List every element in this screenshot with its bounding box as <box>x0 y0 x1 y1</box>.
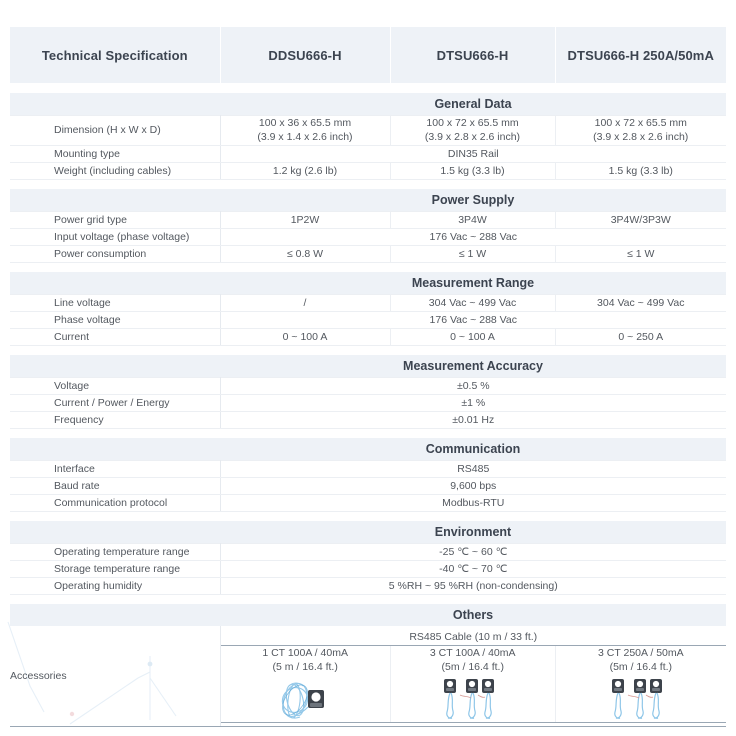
rs485-cable-row <box>221 628 727 645</box>
table-row <box>10 494 726 511</box>
table-row <box>10 162 726 179</box>
single-ct-coil-image <box>221 678 390 722</box>
row-label-accessories: Accessories <box>10 626 220 726</box>
cell-operating-temperature: -25 ℃ ~ 60 ℃ <box>220 543 726 560</box>
cell-communication-protocol: Modbus-RTU <box>220 494 726 511</box>
cell-dimension-ddsu: 100 x 36 x 65.5 mm (3.9 x 1.4 x 2.6 inch) <box>220 115 390 145</box>
section-gap <box>10 345 726 355</box>
row-label-input-voltage: Input voltage (phase voltage) <box>10 228 220 245</box>
cell-current-dtsu: 0 ~ 100 A <box>390 328 555 345</box>
row-label-mounting-type: Mounting type <box>10 145 220 162</box>
cell-weight-ddsu: 1.2 kg (2.6 lb) <box>220 162 390 179</box>
cell-interface: RS485 <box>220 460 726 477</box>
row-label-power-consumption: Power consumption <box>10 245 220 262</box>
row-label-current: Current <box>10 328 220 345</box>
table-row <box>10 294 726 311</box>
accessory-ct-spec-dtsu: 3 CT 100A / 40mA <box>429 646 516 659</box>
row-label-line-voltage: Line voltage <box>10 294 220 311</box>
cell-grid-ddsu: 1P2W <box>220 211 390 228</box>
cell-weight-dtsu250: 1.5 kg (3.3 lb) <box>555 162 726 179</box>
table-row <box>10 543 726 560</box>
table-row <box>10 115 726 145</box>
column-header-ddsu666h: DDSU666-H <box>220 27 390 83</box>
row-label-accuracy-current-power-energy: Current / Power / Energy <box>10 394 220 411</box>
cell-consumption-dtsu: ≤ 1 W <box>390 245 555 262</box>
accessories-content <box>220 626 726 726</box>
row-label-accuracy-frequency: Frequency <box>10 411 220 428</box>
cell-grid-dtsu250: 3P4W/3P3W <box>555 211 726 228</box>
cell-input-voltage: 176 Vac ~ 288 Vac <box>220 228 726 245</box>
section-header-general-data: General Data <box>10 93 726 115</box>
triple-ct-clamp-image <box>556 678 726 722</box>
row-label-weight: Weight (including cables) <box>10 162 220 179</box>
table-row <box>10 560 726 577</box>
cell-dimension-dtsu: 100 x 72 x 65.5 mm (3.9 x 2.8 x 2.6 inch) <box>390 115 555 145</box>
row-label-baud-rate: Baud rate <box>10 477 220 494</box>
cell-storage-temperature: -40 ℃ ~ 70 ℃ <box>220 560 726 577</box>
cell-rs485-cable: RS485 Cable (10 m / 33 ft.) <box>221 628 727 645</box>
accessories-ct-row <box>221 645 727 722</box>
section-gap <box>10 511 726 521</box>
cell-phase-voltage: 176 Vac ~ 288 Vac <box>220 311 726 328</box>
column-header-spec: Technical Specification <box>10 27 220 83</box>
section-header-environment: Environment <box>10 521 726 543</box>
table-row <box>10 394 726 411</box>
row-label-power-grid-type: Power grid type <box>10 211 220 228</box>
section-header-others: Others <box>10 604 726 626</box>
table-row <box>10 228 726 245</box>
cell-accuracy-current-power-energy: ±1 % <box>220 394 726 411</box>
table-row <box>10 377 726 394</box>
header-gap <box>10 83 726 93</box>
cell-line-voltage-dtsu250: 304 Vac ~ 499 Vac <box>555 294 726 311</box>
table-header-row <box>10 27 726 83</box>
triple-ct-clamp-image <box>391 678 555 722</box>
section-header-communication: Communication <box>10 438 726 460</box>
cell-current-dtsu250: 0 ~ 250 A <box>555 328 726 345</box>
row-label-communication-protocol: Communication protocol <box>10 494 220 511</box>
row-label-phase-voltage: Phase voltage <box>10 311 220 328</box>
cell-consumption-ddsu: ≤ 0.8 W <box>220 245 390 262</box>
cell-operating-humidity: 5 %RH ~ 95 %RH (non-condensing) <box>220 577 726 594</box>
column-header-dtsu666h-250a: DTSU666-H 250A/50mA <box>555 27 726 83</box>
accessory-cell-dtsu250 <box>555 645 726 722</box>
table-row <box>10 577 726 594</box>
section-gap <box>10 179 726 189</box>
row-label-storage-temperature: Storage temperature range <box>10 560 220 577</box>
cell-weight-dtsu: 1.5 kg (3.3 lb) <box>390 162 555 179</box>
cell-baud-rate: 9,600 bps <box>220 477 726 494</box>
column-header-dtsu666h: DTSU666-H <box>390 27 555 83</box>
table-row <box>10 460 726 477</box>
table-row <box>10 211 726 228</box>
section-gap <box>10 594 726 604</box>
accessories-row <box>10 626 726 726</box>
row-label-operating-temperature: Operating temperature range <box>10 543 220 560</box>
cell-grid-dtsu: 3P4W <box>390 211 555 228</box>
section-header-measurement-range: Measurement Range <box>10 272 726 294</box>
table-row <box>10 145 726 162</box>
accessory-ct-spec-dtsu250: 3 CT 250A / 50mA <box>598 646 684 659</box>
accessory-ct-spec-ddsu: 1 CT 100A / 40mA <box>262 646 348 659</box>
accessory-ct-length-ddsu: (5 m / 16.4 ft.) <box>272 661 338 673</box>
row-label-operating-humidity: Operating humidity <box>10 577 220 594</box>
section-gap <box>10 428 726 438</box>
technical-specification-table <box>10 27 726 727</box>
cell-line-voltage-ddsu: / <box>220 294 390 311</box>
table-row <box>10 245 726 262</box>
table-row <box>10 477 726 494</box>
accessory-ct-length-dtsu: (5m / 16.4 ft.) <box>441 661 504 673</box>
table-row <box>10 311 726 328</box>
cell-current-ddsu: 0 ~ 100 A <box>220 328 390 345</box>
accessory-ct-length-dtsu250: (5m / 16.4 ft.) <box>609 661 673 673</box>
cell-accuracy-frequency: ±0.01 Hz <box>220 411 726 428</box>
accessory-cell-ddsu <box>221 645 391 722</box>
section-header-power-supply: Power Supply <box>10 189 726 211</box>
cell-consumption-dtsu250: ≤ 1 W <box>555 245 726 262</box>
accessory-cell-dtsu <box>390 645 555 722</box>
row-label-dimension: Dimension (H x W x D) <box>10 115 220 145</box>
table-row <box>10 411 726 428</box>
table-row <box>10 328 726 345</box>
row-label-interface: Interface <box>10 460 220 477</box>
cell-dimension-dtsu250: 100 x 72 x 65.5 mm (3.9 x 2.8 x 2.6 inch) <box>555 115 726 145</box>
cell-accuracy-voltage: ±0.5 % <box>220 377 726 394</box>
section-gap <box>10 262 726 272</box>
cell-line-voltage-dtsu: 304 Vac ~ 499 Vac <box>390 294 555 311</box>
section-header-measurement-accuracy: Measurement Accuracy <box>10 355 726 377</box>
row-label-accuracy-voltage: Voltage <box>10 377 220 394</box>
cell-mounting-type: DIN35 Rail <box>220 145 726 162</box>
